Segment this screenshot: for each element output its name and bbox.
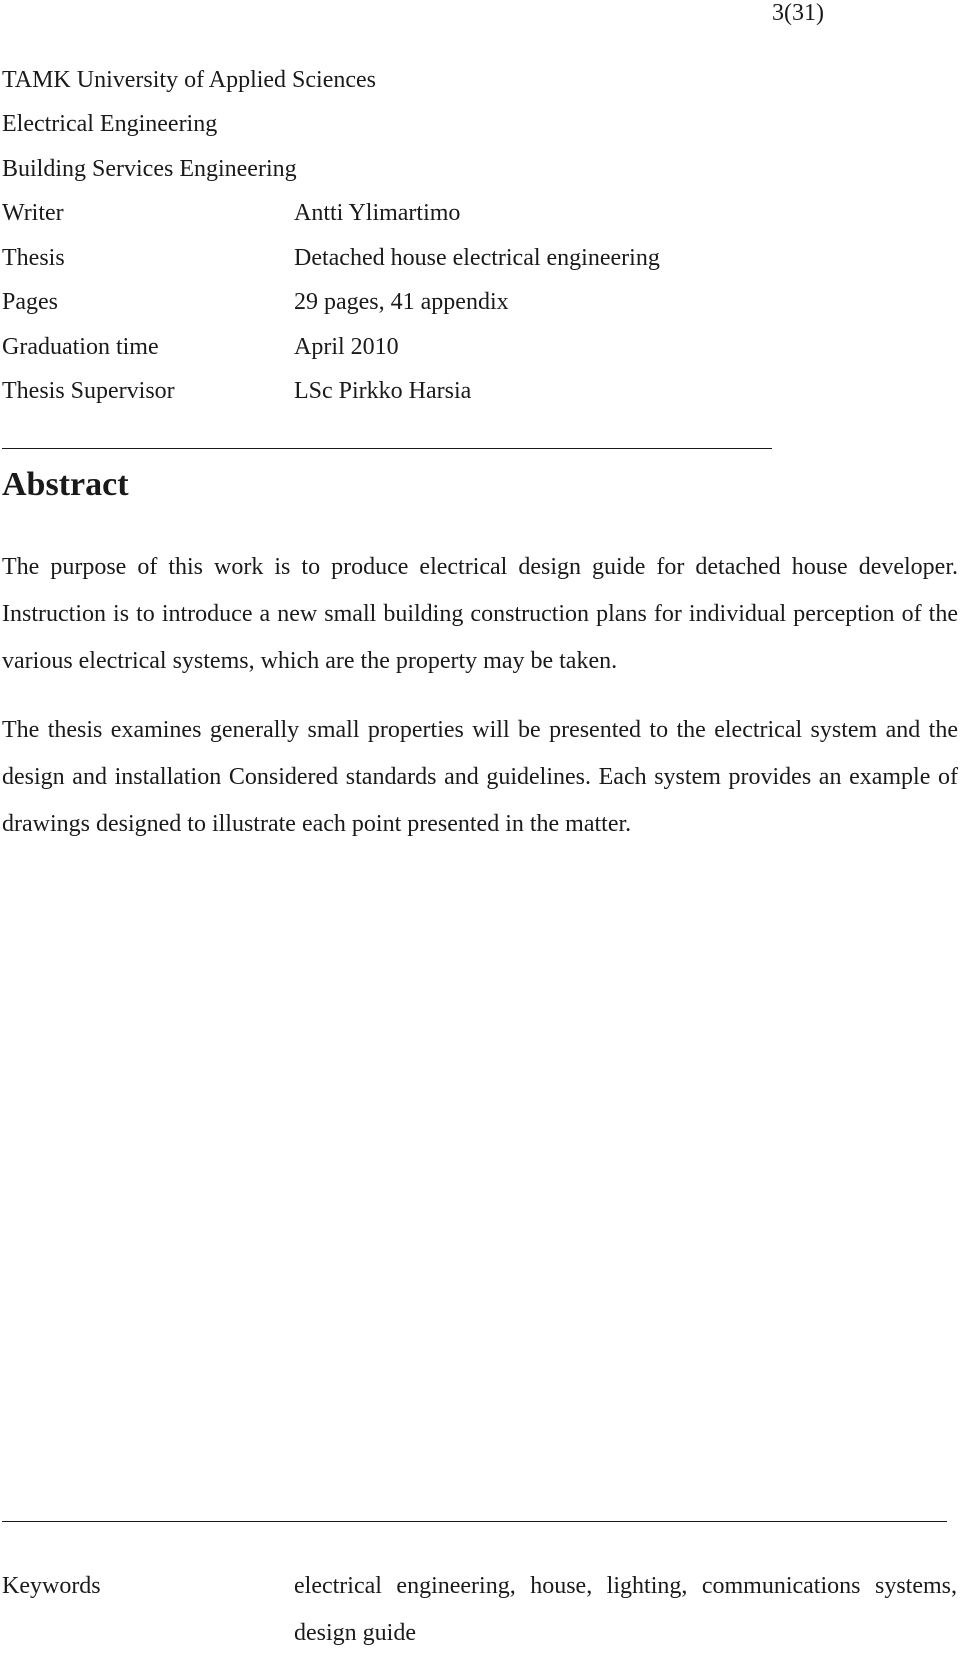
keywords-label: Keywords bbox=[2, 1573, 101, 1599]
info-label: Thesis Supervisor bbox=[2, 378, 175, 404]
keywords-divider bbox=[2, 1521, 947, 1522]
specialisation: Building Services Engineering bbox=[2, 156, 297, 182]
info-label: Writer bbox=[2, 200, 64, 226]
degree-programme: Electrical Engineering bbox=[2, 111, 218, 137]
info-value: LSc Pirkko Harsia bbox=[294, 378, 472, 404]
abstract-paragraph: The purpose of this work is to produce electrical design guide for detached house developer. Instruction is to introduce a new small building construction plans for individual perception of the various electrical systems, which are the property may be taken. bbox=[2, 554, 958, 674]
info-value: April 2010 bbox=[294, 334, 399, 360]
info-label: Pages bbox=[2, 289, 58, 315]
keywords-value: electrical engineering, house, lighting, communications systems, design guide bbox=[294, 1573, 957, 1646]
institution: TAMK University of Applied Sciences bbox=[2, 67, 377, 93]
abstract-paragraph: The thesis examines generally small properties will be presented to the electrical system and the design and installation Considered standards and guidelines. Each system provides an example of drawings designed to illustrate each point presented in the matter. bbox=[2, 717, 958, 837]
info-value: 29 pages, 41 appendix bbox=[294, 289, 509, 315]
abstract-title: Abstract bbox=[2, 466, 129, 503]
info-value: Antti Ylimartimo bbox=[294, 200, 461, 226]
info-label: Thesis bbox=[2, 245, 65, 271]
header-divider bbox=[2, 448, 772, 449]
info-value: Detached house electrical engineering bbox=[294, 245, 660, 271]
page-number: 3(31) bbox=[772, 0, 824, 26]
info-label: Graduation time bbox=[2, 334, 159, 360]
